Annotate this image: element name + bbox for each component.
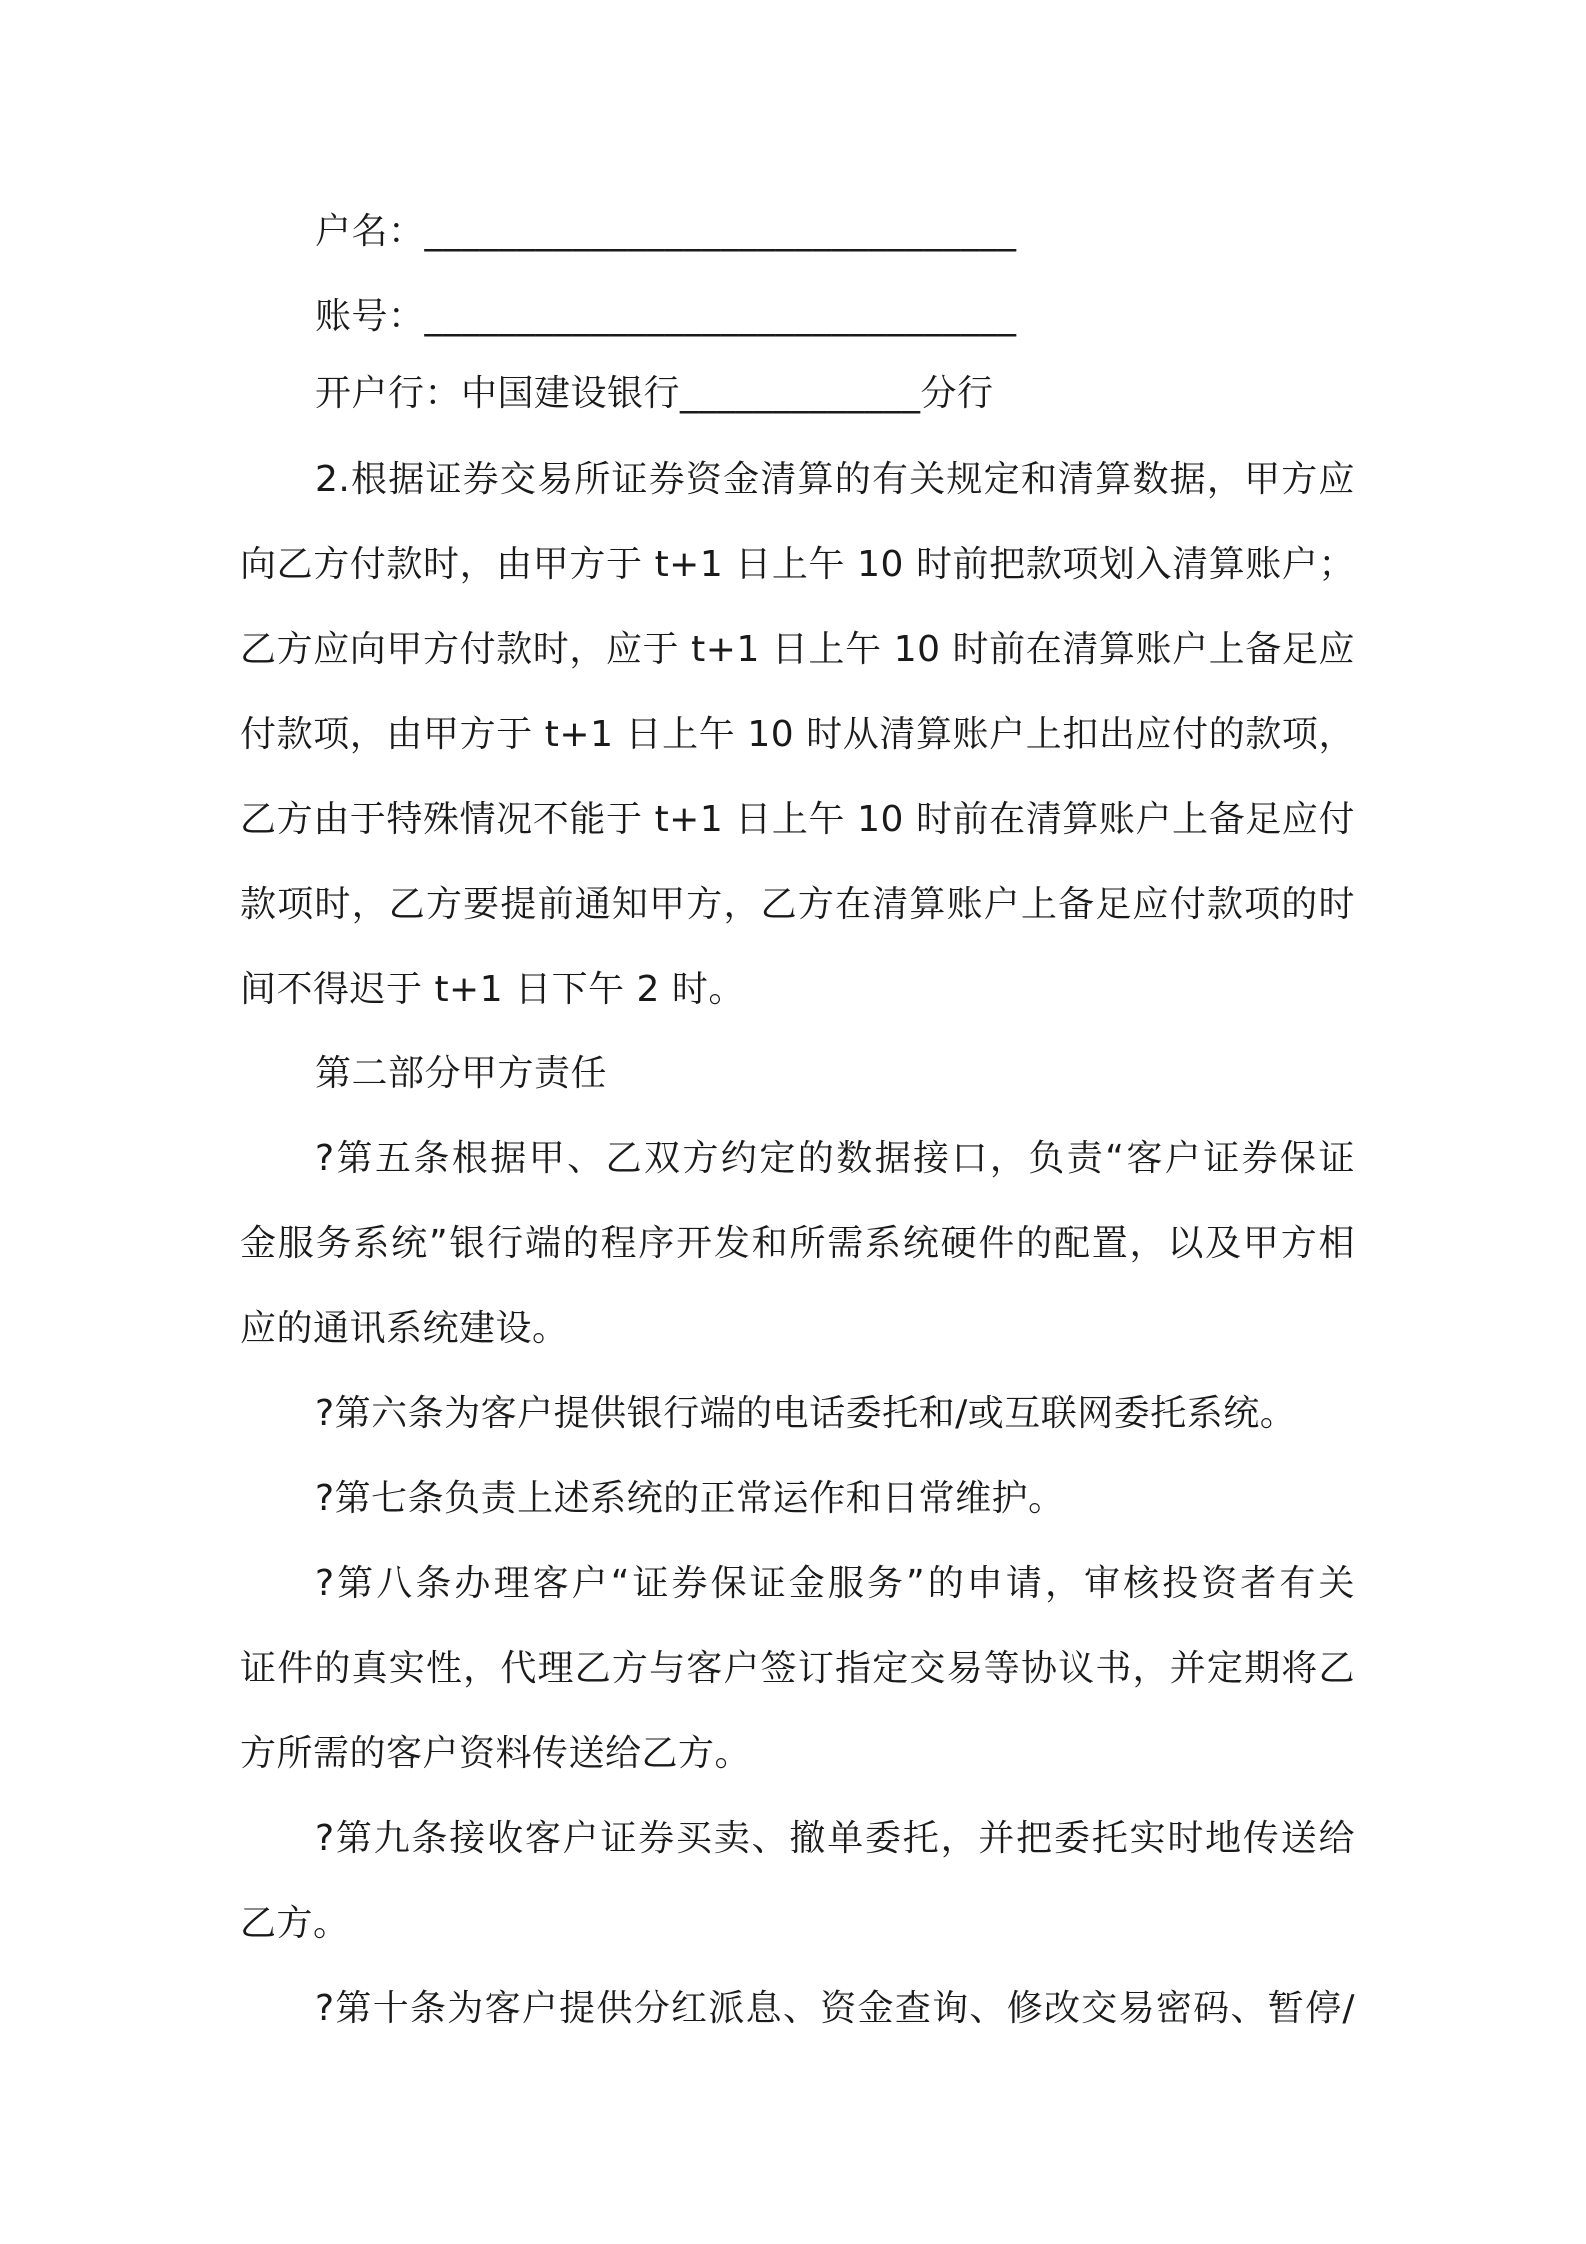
- clause2-line: 间不得迟于 t+1 日下午 2 时。: [240, 969, 745, 1010]
- article7-line: ?第七条负责上述系统的正常运作和日常维护。: [315, 1478, 1065, 1519]
- clause2-line: 2.根据证券交易所证券资金清算的有关规定和清算数据，甲方应: [315, 459, 1355, 500]
- article5-line: 金服务系统”银行端的程序开发和所需系统硬件的配置，以及甲方相: [240, 1223, 1355, 1264]
- account-number-blank: ________________________________: [424, 296, 1017, 337]
- bank-line: [315, 372, 994, 416]
- article5-line: ?第五条根据甲、乙双方约定的数据接口，负责“客户证券保证: [315, 1138, 1355, 1179]
- bank-label: 开户行：: [315, 373, 462, 414]
- article5-line: 应的通讯系统建设。: [240, 1308, 569, 1349]
- account-name-label: 户名：: [315, 211, 425, 252]
- bank-suffix: 分行: [920, 373, 994, 414]
- clause2-line: 款项时，乙方要提前通知甲方，乙方在清算账户上备足应付款项的时: [240, 884, 1355, 925]
- clause2-line: 乙方应向甲方付款时，应于 t+1 日上午 10 时前在清算账户上备足应: [240, 629, 1355, 670]
- article8-line: 方所需的客户资料传送给乙方。: [240, 1733, 752, 1774]
- bank-blank: _____________: [680, 373, 921, 414]
- bank-name: 中国建设银行: [461, 373, 681, 414]
- section-heading: 第二部分甲方责任: [315, 1053, 608, 1094]
- article9-line: 乙方。: [240, 1903, 350, 1944]
- clause2-line: 付款项，由甲方于 t+1 日上午 10 时从清算账户上扣出应付的款项，: [240, 714, 1355, 755]
- account-name-line: [315, 210, 1017, 254]
- article8-line: 证件的真实性，代理乙方与客户签订指定交易等协议书，并定期将乙: [240, 1648, 1355, 1689]
- clause2-line: 乙方由于特殊情况不能于 t+1 日上午 10 时前在清算账户上备足应付: [240, 799, 1355, 840]
- clause2-line: 向乙方付款时，由甲方于 t+1 日上午 10 时前把款项划入清算账户；: [240, 544, 1355, 585]
- article9-line: ?第九条接收客户证券买卖、撤单委托，并把委托实时地传送给: [315, 1818, 1355, 1859]
- account-name-blank: ________________________________: [424, 211, 1017, 252]
- article8-line: ?第八条办理客户“证券保证金服务”的申请，审核投资者有关: [315, 1563, 1355, 1604]
- account-number-line: [315, 295, 1017, 339]
- article6-line: ?第六条为客户提供银行端的电话委托和/或互联网委托系统。: [315, 1393, 1297, 1434]
- article10-line: ?第十条为客户提供分红派息、资金查询、修改交易密码、暂停/: [315, 1988, 1355, 2029]
- account-number-label: 账号：: [315, 296, 425, 337]
